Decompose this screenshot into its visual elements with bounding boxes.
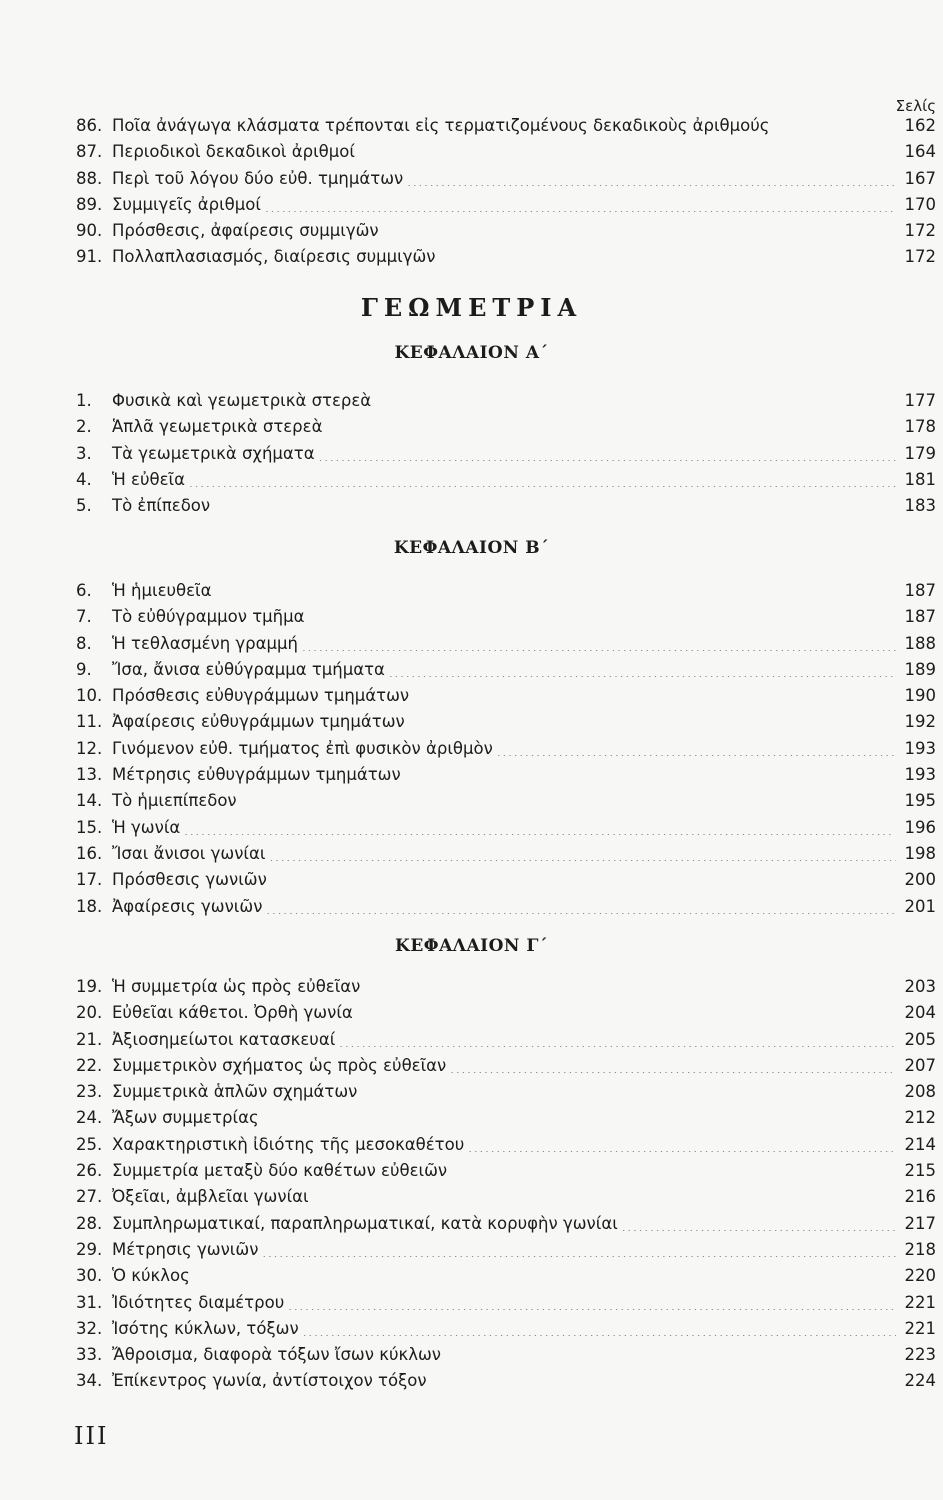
toc-entry-page: 178 [904,417,936,437]
chapter-a-heading: ΚΕΦΑΛΑΙΟΝ Α΄ [394,343,549,363]
toc-entry [76,841,936,867]
toc-entry [76,1211,936,1237]
toc-entry [76,388,936,414]
dot-leader [389,660,896,677]
toc-entry [76,894,936,920]
toc-group-chapter-c [76,974,936,1395]
toc-entry-number: 89. [76,194,103,214]
toc-entry-number: 91. [76,247,103,267]
toc-entry [76,493,936,519]
toc-entry-page: 201 [904,896,936,916]
toc-entry-page: 224 [904,1371,936,1391]
toc-entry-title: Συμπληρωματικαί, παραπληρωματικαί, κατὰ κορυφὴν γωνίαι [112,1213,618,1233]
dot-leader [413,687,896,704]
toc-entry [76,441,936,467]
toc-entry-page: 221 [904,1318,936,1338]
dot-leader [497,739,896,756]
toc-entry-page: 220 [904,1266,936,1286]
toc-entry-number: 18. [76,896,103,916]
toc-entry-number: 88. [76,168,103,188]
dot-leader [409,713,896,730]
toc-group-chapter-b [76,578,936,920]
dot-leader [431,1372,896,1389]
toc-entry-number: 7. [76,607,92,627]
toc-entry-page: 218 [904,1239,936,1259]
toc-entry-number: 1. [76,391,92,410]
toc-entry-title: Φυσικὰ καὶ γεωμετρικὰ στερεὰ [112,391,372,410]
dot-leader [269,844,896,861]
toc-entry [76,1079,936,1105]
toc-entry [76,1158,936,1184]
toc-entry-number: 4. [76,469,92,489]
chapter-b-heading: ΚΕΦΑΛΑΙΟΝ Β΄ [393,538,550,558]
toc-entry [76,1316,936,1342]
dot-leader [326,418,896,435]
toc-entry-page: 172 [904,247,936,267]
toc-entry-title: Ἰσότης κύκλων, τόξων [112,1318,299,1338]
toc-entry [76,683,936,709]
toc-entry [76,192,936,218]
toc-entry [76,244,936,270]
chapter-c-heading: ΚΕΦΑΛΑΙΟΝ Γ΄ [395,936,548,956]
toc-entry-number: 28. [76,1213,103,1233]
toc-entry [76,1237,936,1263]
toc-entry-number: 10. [76,686,103,706]
toc-entry-title: Ἄξων συμμετρίας [112,1108,259,1128]
dot-leader [773,117,896,134]
toc-entry [76,1053,936,1079]
dot-leader [407,169,896,186]
toc-entry-page: 200 [904,870,936,890]
toc-entry [76,1290,936,1316]
dot-leader [266,897,896,914]
toc-entry-title: Χαρακτηριστικὴ ἰδιότης τῆς μεσοκαθέτου [112,1134,465,1154]
dot-leader [265,195,896,212]
toc-entry [76,867,936,893]
dot-leader [357,1004,896,1021]
toc-entry-page: 203 [904,977,936,996]
toc-entry-title: Πρόσθεσις, ἀφαίρεσις συμμιγῶν [112,221,379,241]
toc-entry-number: 86. [76,116,103,135]
toc-entry-number: 12. [76,738,103,758]
toc-entry [76,762,936,788]
toc-entry-number: 17. [76,870,103,890]
toc-entry [76,788,936,814]
toc-entry-number: 9. [76,659,92,679]
toc-entry-number: 15. [76,817,103,837]
toc-entry-number: 5. [76,496,92,516]
toc-entry-title: Ἀφαίρεσις εὐθυγράμμων τμημάτων [112,712,405,732]
toc-entry [76,1184,936,1210]
toc-entry-page: 216 [904,1187,936,1207]
toc-entry-title: Ἀξιοσημείωτοι κατασκευαί [112,1029,336,1049]
toc-entry-title: Συμμιγεῖς ἀριθμοί [112,194,261,214]
toc-entry-number: 34. [76,1371,103,1391]
toc-entry [76,166,936,192]
toc-entry-number: 29. [76,1239,103,1259]
toc-entry-number: 2. [76,417,92,437]
toc-entry-page: 179 [904,443,936,463]
toc-entry-page: 223 [904,1345,936,1365]
dot-leader [194,1267,896,1284]
toc-entry-title: Ἐπίκεντρος γωνία, ἀντίστοιχον τόξον [112,1371,427,1391]
toc-entry-number: 27. [76,1187,103,1207]
toc-group-arithmetic [76,113,936,271]
dot-leader [468,1135,896,1152]
toc-entry [76,657,936,683]
dot-leader [241,792,896,809]
toc-entry-number: 19. [76,977,103,996]
dot-leader [303,1319,896,1336]
toc-entry-title: Ἡ εὐθεῖα [112,469,185,489]
toc-entry [76,218,936,244]
toc-entry-number: 87. [76,142,103,162]
toc-entry-page: 198 [904,843,936,863]
toc-entry [76,1263,936,1289]
toc-entry-title: Ἴσα, ἄνισα εὐθύγραμμα τμήματα [112,659,385,679]
toc-entry [76,414,936,440]
toc-entry-title: Ἄθροισμα, διαφορὰ τόξων ἴσων κύκλων [112,1345,442,1365]
toc-entry-page: 187 [904,581,936,600]
section-title: ΓΕΩΜΕΤΡΙΑ [360,293,583,322]
dot-leader [271,871,896,888]
toc-entry [76,631,936,657]
toc-entry-page: 192 [904,712,936,732]
toc-entry [76,139,936,165]
toc-entry-number: 13. [76,765,103,785]
toc-entry-page: 221 [904,1292,936,1312]
dot-leader [302,634,896,651]
toc-entry-number: 8. [76,633,92,653]
dot-leader [263,1109,896,1126]
toc-entry [76,736,936,762]
toc-entry-page: 181 [904,469,936,489]
toc-entry-title: Ἡ συμμετρία ὡς πρὸς εὐθεῖαν [112,977,361,996]
toc-entry-title: Περὶ τοῦ λόγου δύο εὐθ. τμημάτων [112,168,404,188]
dot-leader [405,766,896,783]
toc-entry-title: Συμμετρία μεταξὺ δύο καθέτων εὐθειῶν [112,1161,448,1181]
dot-leader [445,1346,896,1363]
dot-leader [216,582,896,599]
toc-entry-page: 215 [904,1161,936,1181]
dot-leader [214,497,896,514]
toc-entry-title: Γινόμενον εὐθ. τμήματος ἐπὶ φυσικὸν ἀριθμὸν [112,738,493,758]
toc-entry-number: 3. [76,443,92,463]
toc-entry-page: 212 [904,1108,936,1128]
toc-entry [76,467,936,493]
toc-entry [76,815,936,841]
toc-entry-number: 90. [76,221,103,241]
toc-entry-title: Ἁπλᾶ γεωμετρικὰ στερεὰ [112,417,323,437]
toc-entry-page: 196 [904,817,936,837]
toc-entry-title: Τὸ ἐπίπεδον [112,496,211,516]
dot-leader [319,444,896,461]
toc-entry [76,1132,936,1158]
toc-entry-title: Ἡ γωνία [112,817,181,837]
toc-entry-title: Πρόσθεσις εὐθυγράμμων τμημάτων [112,686,410,706]
toc-entry-number: 20. [76,1003,103,1023]
toc-entry-page: 167 [904,168,936,188]
toc-entry [76,974,936,1000]
toc-entry-number: 31. [76,1292,103,1312]
toc-entry-page: 195 [904,791,936,811]
toc-entry-title: Ὀξεῖαι, ἀμβλεῖαι γωνίαι [112,1187,309,1207]
toc-entry [76,113,936,139]
dot-leader [450,1056,896,1073]
toc-entry-page: 188 [904,633,936,653]
toc-entry [76,1105,936,1131]
toc-entry [76,1342,936,1368]
toc-entry-number: 21. [76,1029,103,1049]
toc-entry-number: 22. [76,1055,103,1075]
toc-entry-page: 217 [904,1213,936,1233]
toc-entry-page: 183 [904,496,936,516]
toc-entry-page: 193 [904,738,936,758]
toc-entry-title: Μέτρησις εὐθυγράμμων τμημάτων [112,765,401,785]
toc-entry-page: 170 [904,194,936,214]
toc-entry-number: 33. [76,1345,103,1365]
toc-entry-page: 164 [904,142,936,162]
toc-entry-number: 26. [76,1161,103,1181]
toc-entry-title: Μέτρησις γωνιῶν [112,1239,259,1259]
toc-entry-number: 6. [76,581,92,600]
dot-leader [313,1188,896,1205]
toc-entry-number: 23. [76,1082,103,1102]
toc-entry-number: 11. [76,712,103,732]
toc-entry-page: 214 [904,1134,936,1154]
dot-leader [288,1293,896,1310]
toc-entry [76,604,936,630]
toc-entry-title: Ὁ κύκλος [112,1266,190,1286]
toc-entry-number: 14. [76,791,103,811]
toc-entry-title: Ποῖα ἀνάγωγα κλάσματα τρέπονται εἰς τερματιζομένους δεκαδικοὺς ἀριθμούς [112,116,770,135]
toc-entry-title: Ἀφαίρεσις γωνιῶν [112,896,263,916]
toc-entry-page: 189 [904,659,936,679]
toc-entry-title: Τὰ γεωμετρικὰ σχήματα [112,443,315,463]
dot-leader [339,1030,896,1047]
toc-entry-page: 208 [904,1082,936,1102]
toc-entry-title: Εὐθεῖαι κάθετοι. Ὀρθὴ γωνία [112,1003,353,1023]
toc-entry-number: 25. [76,1134,103,1154]
toc-entry-title: Τὸ ἡμιεπίπεδον [112,791,237,811]
toc-entry-title: Ἡ ἡμιευθεῖα [112,581,212,600]
toc-entry-title: Τὸ εὐθύγραμμον τμῆμα [112,607,305,627]
dot-leader [622,1214,896,1231]
toc-entry-title: Πρόσθεσις γωνιῶν [112,870,267,890]
toc-entry [76,1027,936,1053]
toc-entry-title: Πολλαπλασιασμός, διαίρεσις συμμιγῶν [112,247,436,267]
toc-entry [76,1000,936,1026]
toc-entry-page: 207 [904,1055,936,1075]
dot-leader [440,248,896,265]
dot-leader [308,608,896,625]
dot-leader [383,222,896,239]
dot-leader [364,978,896,995]
dot-leader [375,392,896,409]
dot-leader [451,1162,896,1179]
page-column-label: Σελίς [895,97,936,115]
toc-entry-title: Συμμετρικὸν σχήματος ὡς πρὸς εὐθεῖαν [112,1055,447,1075]
toc-entry [76,709,936,735]
toc-entry-title: Ἴσαι ἄνισοι γωνίαι [112,843,266,863]
footer-page-number: III [74,1422,109,1450]
toc-entry-title: Ἡ τεθλασμένη γραμμή [112,633,298,653]
toc-entry-number: 32. [76,1318,103,1338]
dot-leader [262,1240,896,1257]
toc-group-chapter-a [76,388,936,519]
toc-entry-page: 177 [904,391,936,410]
toc-entry-page: 204 [904,1003,936,1023]
toc-entry-page: 193 [904,765,936,785]
toc-entry-page: 205 [904,1029,936,1049]
toc-entry-number: 24. [76,1108,103,1128]
toc-entry-title: Συμμετρικὰ ἁπλῶν σχημάτων [112,1082,358,1102]
toc-entry-page: 172 [904,221,936,241]
toc-entry-page: 190 [904,686,936,706]
toc-entry-number: 16. [76,843,103,863]
toc-entry-number: 30. [76,1266,103,1286]
dot-leader [189,470,896,487]
toc-entry-page: 162 [904,116,936,135]
toc-entry [76,1368,936,1394]
dot-leader [361,1083,896,1100]
toc-entry [76,578,936,604]
toc-entry-page: 187 [904,607,936,627]
dot-leader [184,818,896,835]
toc-entry-title: Ἰδιότητες διαμέτρου [112,1292,285,1312]
dot-leader [359,143,896,160]
toc-entry-title: Περιοδικοὶ δεκαδικοὶ ἀριθμοί [112,142,355,162]
